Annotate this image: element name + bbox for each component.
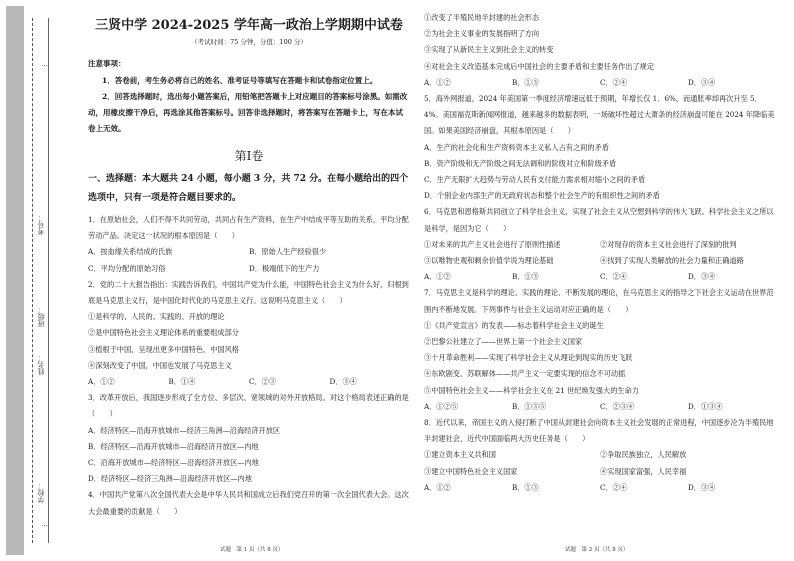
question-stem: 8．近代以来，帝国主义的入侵打断了中国从封建社会向资本主义社会发展的正常进程，中国逐步沦为半殖民地半封建社会，近代中国面临两大历史任务是（ ） xyxy=(424,418,774,444)
statement-item: ④深刻改变了中国，中国也发展了马克思主义 xyxy=(88,360,232,370)
note-item: 1．答卷前，考生务必将自己的姓名、准考证号等填写在答题卡和试卷指定位置上。 xyxy=(102,76,378,85)
statement-item: ③十月革命胜利——实现了科学社会主义从理论到现实的历史飞跃 xyxy=(424,353,633,363)
binding-line xyxy=(48,18,49,543)
option: A．经济特区—沿海开放城市—经济三角洲—沿海经济开放区 xyxy=(88,425,281,435)
option: D．①③④ xyxy=(688,401,723,411)
option: B．①③⑤ xyxy=(512,401,547,411)
option: C．②④ xyxy=(600,272,628,282)
section-title: 第Ⅰ卷 xyxy=(234,149,264,163)
part-heading: 一、选择题：本大题共 24 小题，每小题 3 分，共 72 分。在每小题给出的四个选项中，只有一项是符合题目要求的。 xyxy=(88,174,409,203)
page-footer-left: 试题 第 1 页（共 8 页） xyxy=(220,547,284,553)
option: C．②③④ xyxy=(600,401,635,411)
left-column xyxy=(88,10,410,520)
dot-marker: … xyxy=(41,60,48,68)
statement-item: ①对未来的共产主义社会进行了原则性描述 xyxy=(424,239,561,249)
statement-item: ③以唯物史观和剩余价值学说为理论基础 xyxy=(424,256,554,266)
option: D．③④ xyxy=(688,272,716,282)
question-stem: 7．马克思主义是科学的理论、实践的理论、不断发展的理论，在马克思主义的指导之下社会主义运动在世界范围内不断地发展。下列事件与社会主义运动对应正确的是（ ） xyxy=(424,288,774,314)
question-stem: 2．党的二十大报告指出：实践告诉我们，中国共产党为什么能，中国特色社会主义为什么好，归根到底是马克思主义行，是中国化时代化的马克思主义行。这说明马克思主义（ ） xyxy=(88,279,409,306)
statement-item: ⑤中国特色社会主义——科学社会主义在 21 世纪焕发强大的生命力 xyxy=(424,385,639,395)
seal-line xyxy=(32,18,33,543)
option: D．个别企业内部生产的无政府状态和整个社会生产的有组织性之间的矛盾 xyxy=(424,191,660,201)
option: C．平均分配的原始习俗 xyxy=(88,263,166,273)
question-options xyxy=(424,269,776,285)
statement-items xyxy=(424,447,776,479)
question-stem: 5．海外网报道，2024 年美国第一季度经济增速远低于预期，年增长仅 1．6%，而通胀率却再次升至 5．4%。美国福克斯新闻网报道，越来越多的数据表明，一场破坏性超过大萧条的经济崩盘可能在 2024 年降临美国。如果美国经济崩盘，其根本原因是（ ） xyxy=(424,94,775,136)
exam-subtitle: （考试时间：75 分钟，分值：100 分） xyxy=(191,38,307,46)
statement-item: ①改变了半殖民地半封建的社会形态 xyxy=(424,13,540,22)
question-options xyxy=(424,75,776,91)
dot-marker: … xyxy=(41,520,48,528)
option: C．②④ xyxy=(600,482,628,492)
option: B．资产阶级和无产阶级之间无法调和的阶级对立和阶级矛盾 xyxy=(424,158,617,168)
statement-item: ②是中国特色社会主义理论体系的重要组成部分 xyxy=(88,328,239,338)
option: B．原始人生产经验很少 xyxy=(249,247,327,257)
option: B．经济特区—沿海开放城市—沿海经济开放区—内地 xyxy=(88,441,259,451)
question-options xyxy=(424,480,776,496)
statement-item: ①《共产党宣言》的发表——标志着科学社会主义的诞生 xyxy=(424,320,604,330)
option: A．生产的社会化和生产资料资本主义私人占有之间的矛盾 xyxy=(424,142,609,152)
notes-heading: 注意事项： xyxy=(88,59,126,68)
question-options xyxy=(424,399,776,415)
question-options xyxy=(88,244,410,276)
question-stem: 3．改革开放后，我国逐步形成了全方位、多层次、宽领域的对外开放格局。对这个格局表述正确的是（ ） xyxy=(88,393,409,419)
class-field-label: 班级： xyxy=(37,306,45,328)
option: C．生产无限扩大趋势与劳动人民有支付能力需求相对缩小之间的矛盾 xyxy=(424,175,646,185)
statement-item: ①建立资本主义共和国 xyxy=(424,450,496,460)
statement-item: ③实现了从新民主主义到社会主义的转变 xyxy=(424,45,554,55)
option: B．①③ xyxy=(512,272,539,282)
statement-item: ④东欧剧变、苏联解体——共产主义一定要实现的信念不可动摇 xyxy=(424,369,626,379)
option: B．①③ xyxy=(512,482,539,492)
option: C．②③ xyxy=(249,377,277,387)
name-field-label: 姓名： xyxy=(37,354,45,376)
page-footer-right: 试题 第 2 页（共 8 页） xyxy=(565,547,629,553)
statement-items xyxy=(424,237,776,269)
option: D．③④ xyxy=(329,377,357,387)
option: B．①③ xyxy=(512,77,539,87)
option: A．①② xyxy=(424,482,451,492)
binding-margin xyxy=(0,0,58,561)
statement-item: ①是科学的、人民的、实践的、开放的理论 xyxy=(88,312,225,322)
statement-item: ②为社会主义事业的发展指明了方向 xyxy=(424,29,540,39)
option: D．极端低下的生产力 xyxy=(249,263,320,273)
option: A．①②⑤ xyxy=(424,401,458,411)
statement-item: ③建立中国特色社会主义国家 xyxy=(424,466,518,476)
statement-item: ②对现存的资本主义社会进行了深刻的批判 xyxy=(600,239,737,249)
statement-item: ④找到了实现人类解放的社会力量和正确道路 xyxy=(600,256,744,266)
note-item: 2．回答选择题时，选出每小题答案后，用铅笔把答题卡上对应题目的答案标号涂黑。如需改动，用橡皮擦干净后，再选涂其他答案标号。回答非选择题时，将答案写在答题卡上，写在本试卷上无效。 xyxy=(88,92,408,133)
option: C．②④ xyxy=(600,77,628,87)
right-column xyxy=(424,10,776,496)
statement-item: ②巴黎公社建立了——世界上第一个社会主义国家 xyxy=(424,337,583,347)
option: A．①② xyxy=(424,272,451,282)
option: A．①② xyxy=(424,77,451,87)
examno-field-label: 考号： xyxy=(37,214,45,236)
statement-item: ④实现国家富强，人民幸福 xyxy=(600,466,687,476)
binding-gray-bar xyxy=(6,6,24,555)
statement-item: ②争取民族独立，人民解放 xyxy=(600,450,687,460)
option: A．按血缘关系结成的氏族 xyxy=(88,247,173,257)
question-stem: 1．在原始社会，人们不得不共同劳动，共同占有生产资料，在生产中结成平等互助的关系，平均分配劳动产品。决定这一状况的根本原因是（ ） xyxy=(88,215,409,241)
question-options xyxy=(88,374,410,390)
option: A．①② xyxy=(88,377,115,387)
option: B．①④ xyxy=(168,377,196,387)
option: D．③④ xyxy=(688,77,716,87)
option: C．沿海开放城市—经济特区—沿海经济开放区—内地 xyxy=(88,458,259,468)
exam-title: 三贤中学 2024-2025 学年高一政治上学期期中试卷 xyxy=(95,18,403,33)
statement-item: ④对社会主义改造基本完成后中国社会的主要矛盾和主要任务作出了规定 xyxy=(424,61,655,71)
question-stem: 4．中国共产党第八次全国代表大会是中华人民共和国成立后我们党召开的第一次全国代表大会。这次大会最重要的贡献是（ ） xyxy=(88,490,409,516)
option: D．经济特区—经济三角洲—沿海经济开放区—内地 xyxy=(88,474,252,484)
question-stem: 6．马克思和恩格斯共同创立了科学社会主义，实现了社会主义从空想到科学的伟大飞跃。科学社会主义之所以是科学，是因为它（ ） xyxy=(424,207,774,233)
statement-item: ③植根于中国，呈现出更多中国特色、中国风格 xyxy=(88,344,239,354)
option: D．③④ xyxy=(688,482,716,492)
school-field-label: 学校： xyxy=(37,482,45,504)
